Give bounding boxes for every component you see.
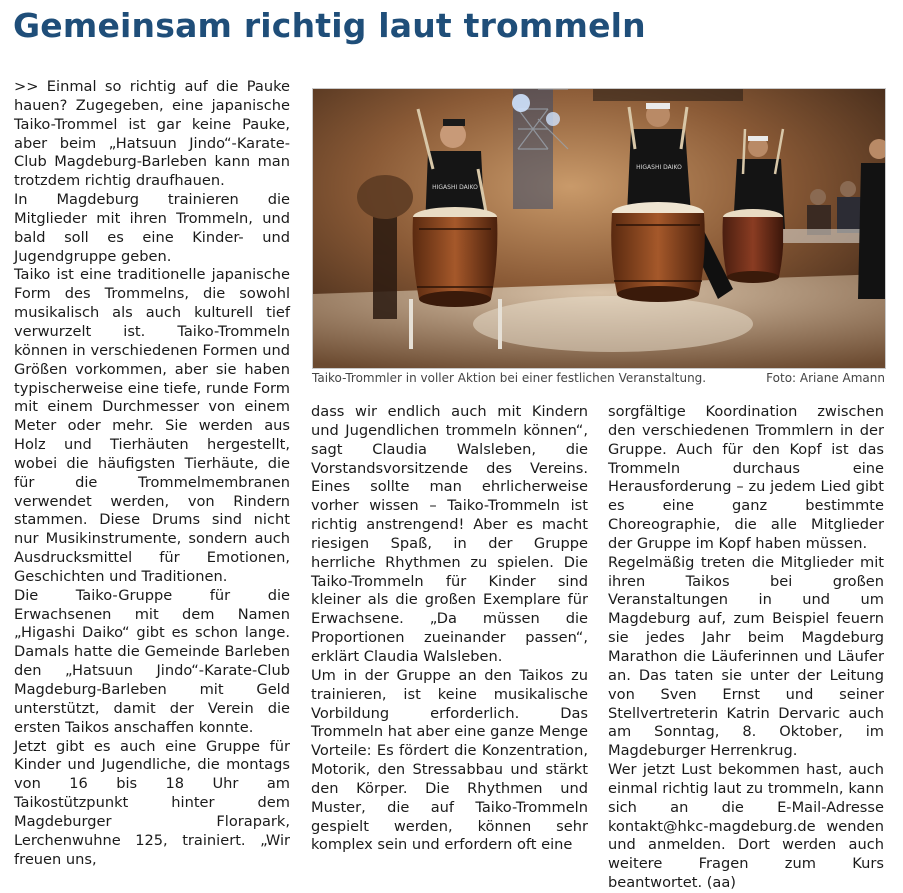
article-photo (312, 88, 886, 369)
taiko-drum-right (723, 209, 784, 283)
paragraph: sorgfältige Koordination zwischen den verschiedenen Trommlern in der Gruppe. Auch für den Kopf ist das Trommeln durchaus eine Herausforderung – zu jedem Lied gibt es eine ganz bestimmte Choreographie, die alle Mitglieder der Gruppe im Kopf haben müssen. (608, 403, 884, 552)
paragraph: Um in der Gruppe an den Taikos zu trainieren, ist keine musikalische Vorbildung erforderlich. Das Trommeln hat aber eine ganze Menge Vorteile: Es fördert die Konzentration, Motorik, den Stressabbau und stärkt den Körper. Die Rhythmen und Muster, die auf Taiko-Trommeln gespielt werden, können sehr komplex sein und erfordern oft eine (311, 666, 588, 854)
drummer-edge (858, 139, 885, 299)
article-column-2 (311, 403, 588, 855)
headline: Gemeinsam richtig laut trommeln (13, 6, 646, 45)
photo-caption-row (312, 371, 885, 385)
paragraph: Jetzt gibt es auch eine Gruppe für Kinder und Jugendliche, die montags von 16 bis 18 Uhr am Taikostützpunkt hinter dem Magdeburger Florapark, Lerchenwuhne 125, trainiert. „Wir freuen uns, (14, 737, 290, 868)
paragraph: Wer jetzt Lust bekommen hast, auch einmal richtig laut zu trommeln, kann sich an die E-Mail-Adresse kontakt@hkc-magdeburg.de wenden und anmelden. Dort werden auch weitere Fragen zum Kurs beantwortet. (aa) (608, 761, 884, 892)
photo-credit: Foto: Ariane Amann (766, 371, 885, 385)
taiko-performance-photo (313, 89, 885, 368)
article-column-3 (608, 403, 884, 893)
article-column-1 (14, 78, 290, 869)
paragraph: dass wir endlich auch mit Kindern und Jugendlichen trommeln können“, sagt Claudia Walsleben, die Vorstandsvorsitzende des Vereins. Eines sollte man ehrlicherweise vorher wissen – Taiko-Trommeln ist richtig anstrengend! Aber es macht riesigen Spaß, in der Gruppe herrliche Rhythmen zu spielen. Die Taiko-Trommeln für Kinder sind kleiner als die großen Exemplare für Erwachsene. „Da müssen die Proportionen zueinander passen“, erklärt Claudia Walsleben. (311, 403, 588, 665)
shirt-print: HIGASHI DAIKO (432, 184, 478, 191)
paragraph: In Magdeburg trainieren die Mitglieder mit ihren Trommeln, und bald soll es eine Kinder- und Jugendgruppe geben. (14, 191, 290, 265)
paragraph: Regelmäßig treten die Mitglieder mit ihren Taikos bei großen Veranstaltungen in und um Magdeburg auf, zum Beispiel feuern sie jedes Jahr beim Magdeburg Marathon die Läuferinnen und Läufer an. Das taten sie unter der Leitung von Sven Ernst und seiner Stellvertreterin Katrin Dervaric auch am Sonntag, 8. Oktober, im Magdeburger Herrenkrug. (608, 553, 884, 760)
shirt-print: HIGASHI DAIKO (636, 164, 682, 171)
paragraph: >> Einmal so richtig auf die Pauke hauen? Zugegeben, eine japanische Taiko-Trommel ist gar keine Pauke, aber beim „Hatsuun Jindo“-Karate-Club Magdeburg-Barleben kann man trotzdem richtig draufhauen. (14, 78, 290, 190)
paragraph: Die Taiko-Gruppe für die Erwachsenen mit dem Namen „Higashi Daiko“ gibt es schon lange. Damals hatte die Gemeinde Barleben den „Hatsuun Jindo“-Karate-Club Magdeburg-Barleben mit Geld unterstützt, damit der Verein die ersten Taikos anschaffen konnte. (14, 586, 290, 736)
taiko-drum-center (611, 202, 705, 302)
paragraph: Taiko ist eine traditionelle japanische Form des Trommelns, die sowohl musikalisch als auch kulturell tief verwurzelt ist. Taiko-Trommeln können in verschiedenen Formen und Größen vorkommen, aber sie haben typischerweise eine tiefe, runde Form mit einem Durchmesser von einem Meter oder mehr. Sie werden aus Holz und Tierhäuten hergestellt, wobei die häufigsten Tierhäute, die für die Trommelmembranen verwendet werden, von Rindern stammen. Diese Drums sind nicht nur Musikinstrumente, sondern auch Ausdrucksmittel für Emotionen, Geschichten und Traditionen. (14, 266, 290, 585)
photo-caption: Taiko-Trommler in voller Aktion bei einer festlichen Veranstaltung. (312, 371, 707, 385)
